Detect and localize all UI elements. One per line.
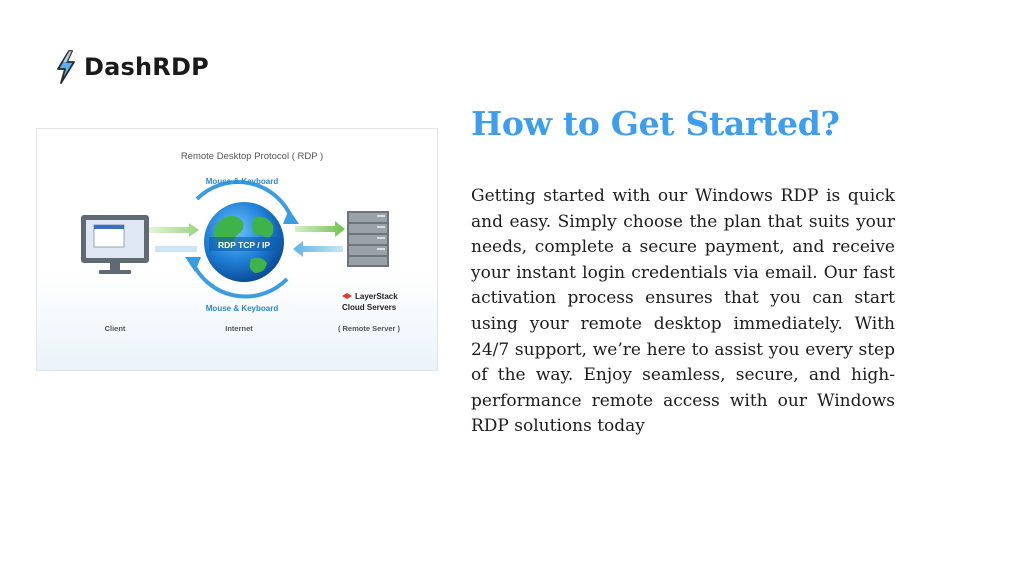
internet-label: Internet xyxy=(225,324,253,333)
server-sub: Cloud Servers xyxy=(342,303,397,312)
globe-label: RDP TCP / IP xyxy=(217,240,271,250)
rdp-diagram xyxy=(36,128,438,371)
brand-name: DashRDP xyxy=(84,53,209,81)
lightning-bolt-icon xyxy=(54,50,78,84)
layerstack-logo-icon xyxy=(342,293,352,299)
client-label: Client xyxy=(104,324,126,333)
section-body: Getting started with our Windows RDP is quick and easy. Simply choose the plan that suits your needs, complete a secure payment, and receive your instant login credentials via email. Our fast activation process ensures that you can start using your remote desktop immediately. With 24/7 support, we’re here to assist you every step of the way. Enjoy seamless, secure, and high-performance remote access with our Windows RDP solutions today xyxy=(471,186,895,437)
client-monitor-icon xyxy=(81,215,149,274)
brand-logo[interactable] xyxy=(54,50,209,84)
top-label: Mouse & Keyboard xyxy=(205,177,279,186)
section-heading: How to Get Started? xyxy=(471,104,840,143)
diagram-title: Remote Desktop Protocol ( RDP ) xyxy=(180,151,324,162)
server-brand: LayerStack xyxy=(355,292,398,301)
server-label: ( Remote Server ) xyxy=(337,324,401,333)
rdp-diagram-graphic xyxy=(37,129,439,372)
server-rack-icon xyxy=(347,211,389,267)
bottom-label: Mouse & Keyboard xyxy=(205,304,279,313)
